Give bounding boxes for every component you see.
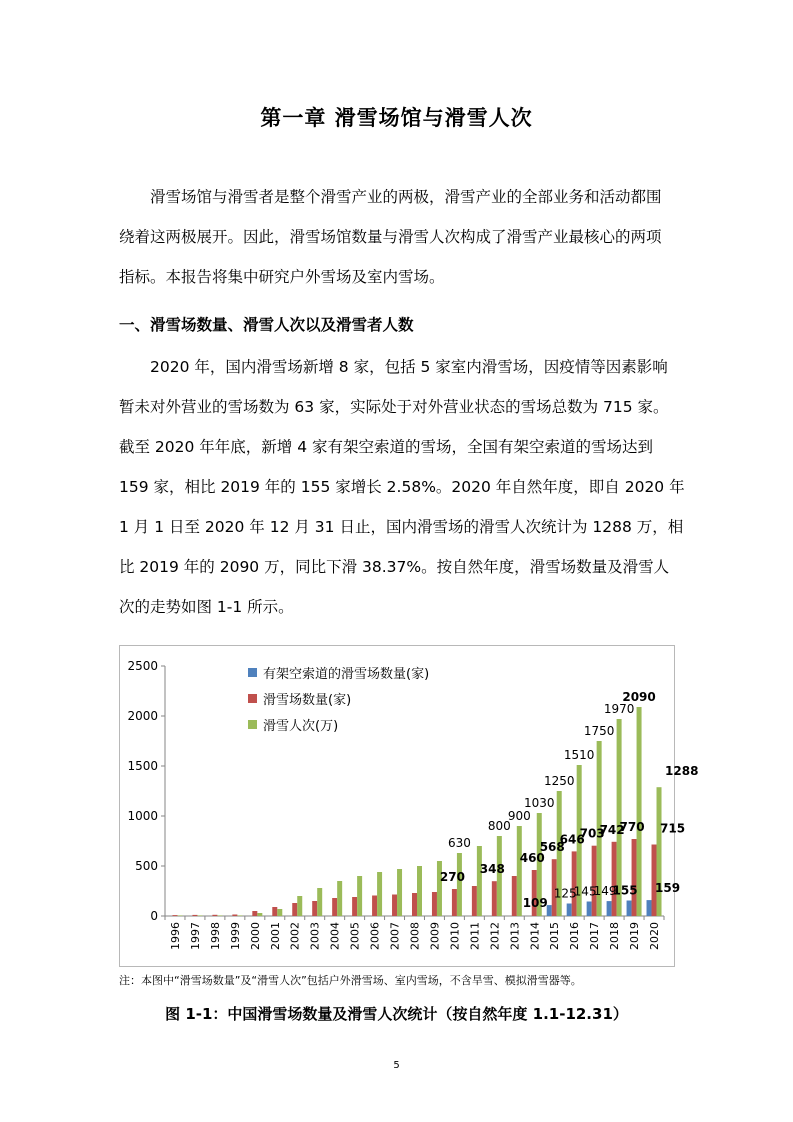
x-tick-label: 1997: [188, 922, 202, 950]
bar-series-0-2019: [627, 901, 632, 917]
bar-series-1-2002: [292, 903, 297, 916]
data-label: 1750: [583, 724, 615, 738]
x-tick-label: 2008: [408, 922, 422, 950]
bar-series-2-2005: [357, 876, 362, 916]
bar-series-1-2004: [332, 898, 337, 916]
bar-series-1-2011: [472, 886, 477, 916]
page-number: 5: [393, 1060, 400, 1071]
chart-note: 注：本图中“滑雪场数量”及“滑雪人次”包括户外滑雪场、室内雪场，不含旱雪、模拟滑雪器等。: [119, 974, 582, 987]
data-label: 109: [522, 896, 548, 911]
x-tick-label: 1998: [208, 922, 222, 950]
bar-series-1-2017: [592, 846, 597, 916]
bar-series-0-2017: [587, 902, 592, 917]
legend-swatch: [248, 668, 257, 677]
body-line: 暂未对外营业的雪场数为 63 家，实际处于对外营业状态的雪场总数为 715 家。: [119, 398, 669, 416]
chart-frame: [119, 645, 699, 967]
section-heading: 一、滑雪场数量、滑雪人次以及滑雪者人数: [119, 316, 414, 334]
data-label: 2090: [622, 690, 656, 704]
x-tick-label: 2016: [568, 922, 582, 950]
intro-paragraph: [119, 177, 675, 297]
body-line: 比 2019 年的 2090 万，同比下滑 38.37%。按自然年度，滑雪场数量及滑雪人: [119, 558, 670, 576]
bar-series-2-1997: [197, 915, 202, 916]
bar-series-1-2013: [512, 876, 517, 916]
bar-series-1-2008: [412, 893, 417, 916]
x-tick-label: 2003: [308, 922, 322, 950]
bar-series-2-2008: [417, 866, 422, 916]
legend-label: 滑雪人次(万): [263, 719, 339, 734]
body-paragraph: [119, 347, 685, 627]
x-tick-label: 2009: [428, 922, 442, 950]
data-label: 125: [553, 886, 577, 901]
body-line: 159 家，相比 2019 年的 155 家增长 2.58%。2020 年自然年度，即自 2020 年: [119, 478, 685, 496]
x-tick-label: 2018: [608, 922, 622, 950]
bar-series-1-2001: [272, 907, 277, 916]
body-line: 2020 年，国内滑雪场新增 8 家，包括 5 家室内滑雪场，因疫情等因素影响: [150, 358, 668, 376]
data-label: 1030: [523, 796, 555, 810]
data-label: 1510: [563, 748, 595, 762]
legend-label: 滑雪场数量(家): [263, 693, 352, 708]
intro-line: 绕着这两极展开。因此，滑雪场馆数量与滑雪人次构成了滑雪产业最核心的两项: [119, 228, 662, 246]
y-tick-label: 1500: [127, 759, 158, 773]
intro-line: 指标。本报告将集中研究户外雪场及室内雪场。: [119, 268, 445, 286]
y-tick-label: 0: [150, 909, 158, 923]
x-tick-label: 2000: [248, 922, 262, 950]
bar-series-1-1999: [232, 915, 237, 917]
x-tick-label: 2012: [488, 922, 502, 950]
x-tick-label: 1999: [228, 922, 242, 950]
y-tick-label: 500: [135, 859, 158, 873]
bar-series-1-2003: [312, 901, 317, 916]
data-label: 703: [579, 826, 605, 841]
bar-series-1-2009: [432, 892, 437, 916]
x-tick-label: 2002: [288, 922, 302, 950]
bar-series-2-2020: [657, 787, 662, 916]
bar-series-1-2000: [252, 911, 257, 916]
x-tick-label: 2010: [448, 922, 462, 950]
data-label: 1288: [665, 764, 699, 779]
bar-series-1-2019: [632, 839, 637, 916]
data-label: 270: [439, 870, 465, 884]
data-label: 1250: [543, 774, 575, 788]
data-label: 149: [593, 884, 617, 899]
bar-series-2-2006: [377, 872, 382, 916]
bar-series-0-2016: [567, 904, 572, 917]
legend-swatch: [248, 720, 257, 729]
data-label: 155: [612, 883, 638, 898]
ski-statistics-chart: [120, 646, 699, 968]
figure-caption: 图 1-1：中国滑雪场数量及滑雪人次统计（按自然年度 1.1-12.31）: [165, 1005, 628, 1023]
x-tick-label: 2006: [368, 922, 382, 950]
data-label: 800: [487, 819, 511, 833]
bar-series-0-2020: [647, 900, 652, 916]
data-label: 460: [519, 851, 545, 865]
data-label: 568: [539, 840, 565, 855]
x-tick-label: 2020: [648, 922, 662, 950]
x-tick-label: 2005: [348, 922, 362, 950]
bar-series-1-1996: [172, 915, 177, 916]
y-tick-label: 1000: [127, 809, 158, 823]
data-label: 159: [655, 881, 681, 896]
bar-series-2-2013: [517, 826, 522, 916]
x-tick-label: 2013: [508, 922, 522, 950]
data-label: 742: [599, 822, 625, 837]
bar-series-2-2001: [277, 909, 282, 916]
x-tick-label: 1996: [168, 922, 182, 950]
data-label: 630: [447, 836, 471, 850]
y-tick-label: 2500: [127, 659, 158, 673]
data-label: 145: [573, 884, 597, 899]
chapter-title: 第一章 滑雪场馆与滑雪人次: [260, 106, 533, 130]
y-tick-label: 2000: [127, 709, 158, 723]
x-tick-label: 2015: [548, 922, 562, 950]
bar-series-2-2004: [337, 881, 342, 916]
data-label: 1970: [603, 702, 635, 716]
bar-series-1-1998: [212, 915, 217, 916]
data-label: 646: [559, 832, 585, 847]
x-tick-label: 2001: [268, 922, 282, 950]
bar-series-1-2007: [392, 895, 397, 917]
x-tick-label: 2019: [628, 922, 642, 950]
bar-series-1-2010: [452, 889, 457, 916]
bar-series-2-2003: [317, 888, 322, 916]
body-line: 截至 2020 年年底，新增 4 家有架空索道的雪场，全国有架空索道的雪场达到: [119, 438, 654, 456]
bar-series-1-2018: [612, 842, 617, 916]
x-tick-label: 2007: [388, 922, 402, 950]
x-tick-label: 2011: [468, 922, 482, 950]
bar-series-2-2007: [397, 869, 402, 916]
bar-series-2-1996: [177, 915, 182, 916]
body-line: 1 月 1 日至 2020 年 12 月 31 日止，国内滑雪场的滑雪人次统计为 1288 万，相: [119, 518, 684, 536]
data-label: 715: [660, 821, 686, 836]
x-tick-label: 2004: [328, 922, 342, 950]
legend-swatch: [248, 694, 257, 703]
bar-series-1-2005: [352, 897, 357, 916]
bar-series-2-2010: [457, 853, 462, 916]
bar-series-2-2002: [297, 896, 302, 916]
intro-line: 滑雪场馆与滑雪者是整个滑雪产业的两极，滑雪产业的全部业务和活动都围: [150, 188, 662, 206]
data-label: 348: [479, 862, 505, 877]
bar-series-1-2012: [492, 881, 497, 916]
bar-series-2-1999: [237, 915, 242, 916]
bar-series-1-2006: [372, 896, 377, 917]
data-label: 770: [619, 820, 645, 834]
bar-series-2-2011: [477, 846, 482, 916]
data-label: 900: [507, 809, 531, 823]
bar-series-1-1997: [192, 915, 197, 916]
legend-label: 有架空索道的滑雪场数量(家): [263, 667, 430, 682]
bar-series-2-1998: [217, 915, 222, 916]
x-tick-label: 2014: [528, 922, 542, 950]
bar-series-2-2000: [257, 913, 262, 916]
bar-series-0-2018: [607, 901, 612, 916]
x-tick-label: 2017: [588, 922, 602, 950]
body-line: 次的走势如图 1-1 所示。: [119, 598, 294, 616]
